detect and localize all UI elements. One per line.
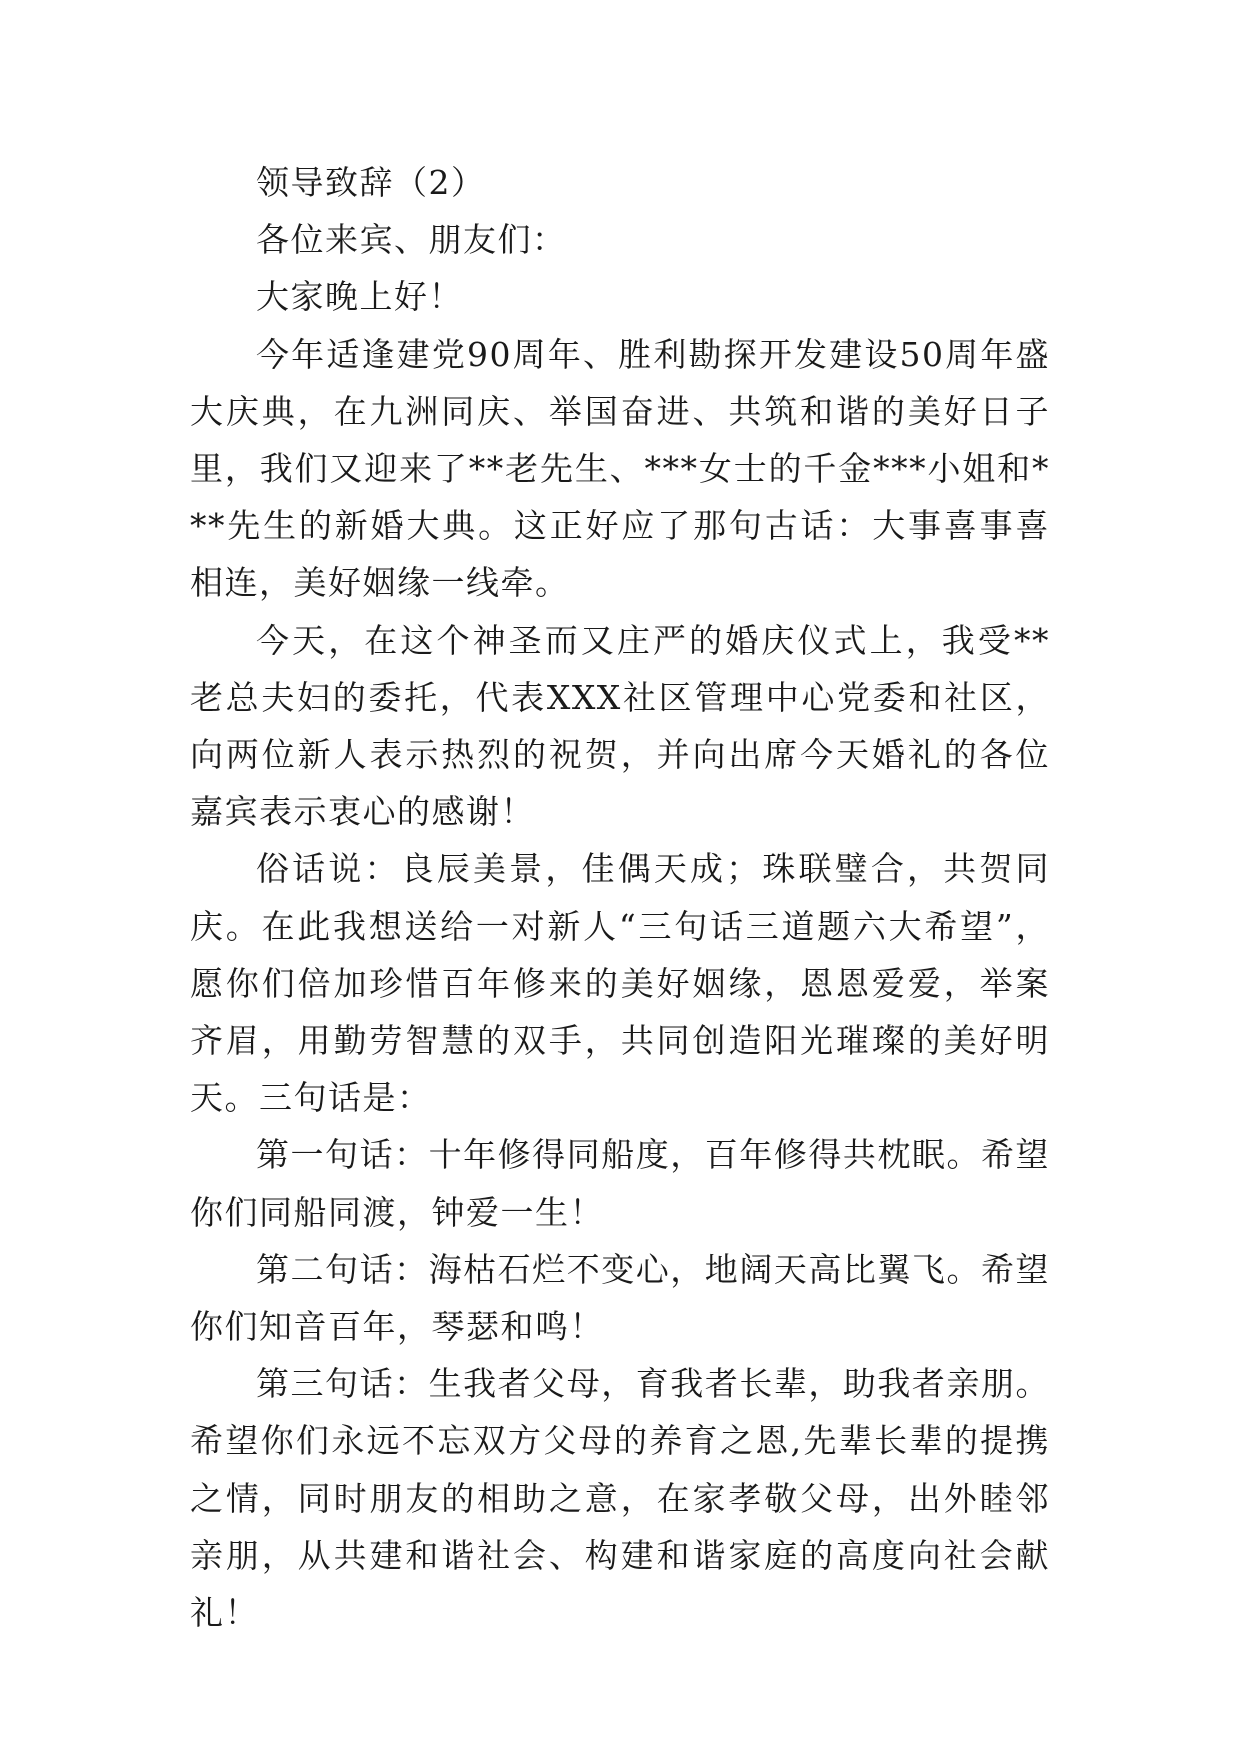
document-body	[190, 154, 1050, 1641]
greeting: 大家晚上好！	[256, 277, 463, 317]
paragraph-second-saying: 第二句话：海枯石烂不变心，地阔天高比翼飞。希望你们知音百年，琴瑟和鸣！	[190, 1249, 1050, 1347]
paragraph-wishes: 俗话说：良辰美景，佳偶天成；珠联璧合，共贺同庆。在此我想送给一对新人“三句话三道题六大希望”，愿你们倍加珍惜百年修来的美好姻缘，恩恩爱爱，举案齐眉，用勤劳智慧的双手，共同创造阳光璀璨的美好明天。三句话是：	[190, 849, 1050, 1118]
paragraph-third-saying: 第三句话：生我者父母，育我者长辈，助我者亲朋。希望你们永远不忘双方父母的养育之恩,先辈长辈的提携之情，同时朋友的相助之意，在家孝敬父母，出外睦邻亲朋，从共建和谐社会、构建和谐家庭的高度向社会献礼！	[190, 1364, 1050, 1633]
speech-title: 领导致辞（2）	[256, 163, 486, 202]
paragraph-congratulations: 今天，在这个神圣而又庄严的婚庆仪式上，我受**老总夫妇的委托，代表XXX社区管理中心党委和社区，向两位新人表示热烈的祝贺，并向出席今天婚礼的各位嘉宾表示衷心的感谢！	[190, 620, 1050, 832]
paragraph-first-saying: 第一句话：十年修得同船度，百年修得共枕眠。希望你们同船同渡，钟爱一生！	[190, 1135, 1050, 1232]
paragraph-occasion: 今年适逢建党90周年、胜利勘探开发建设50周年盛大庆典，在九洲同庆、举国奋进、共筑和谐的美好日子里，我们又迎来了**老先生、***女士的千金***小姐和***先生的新婚大典。这正好应了那句古话：大事喜事喜相连，美好姻缘一线牵。	[190, 334, 1050, 603]
salutation: 各位来宾、朋友们：	[256, 220, 567, 260]
